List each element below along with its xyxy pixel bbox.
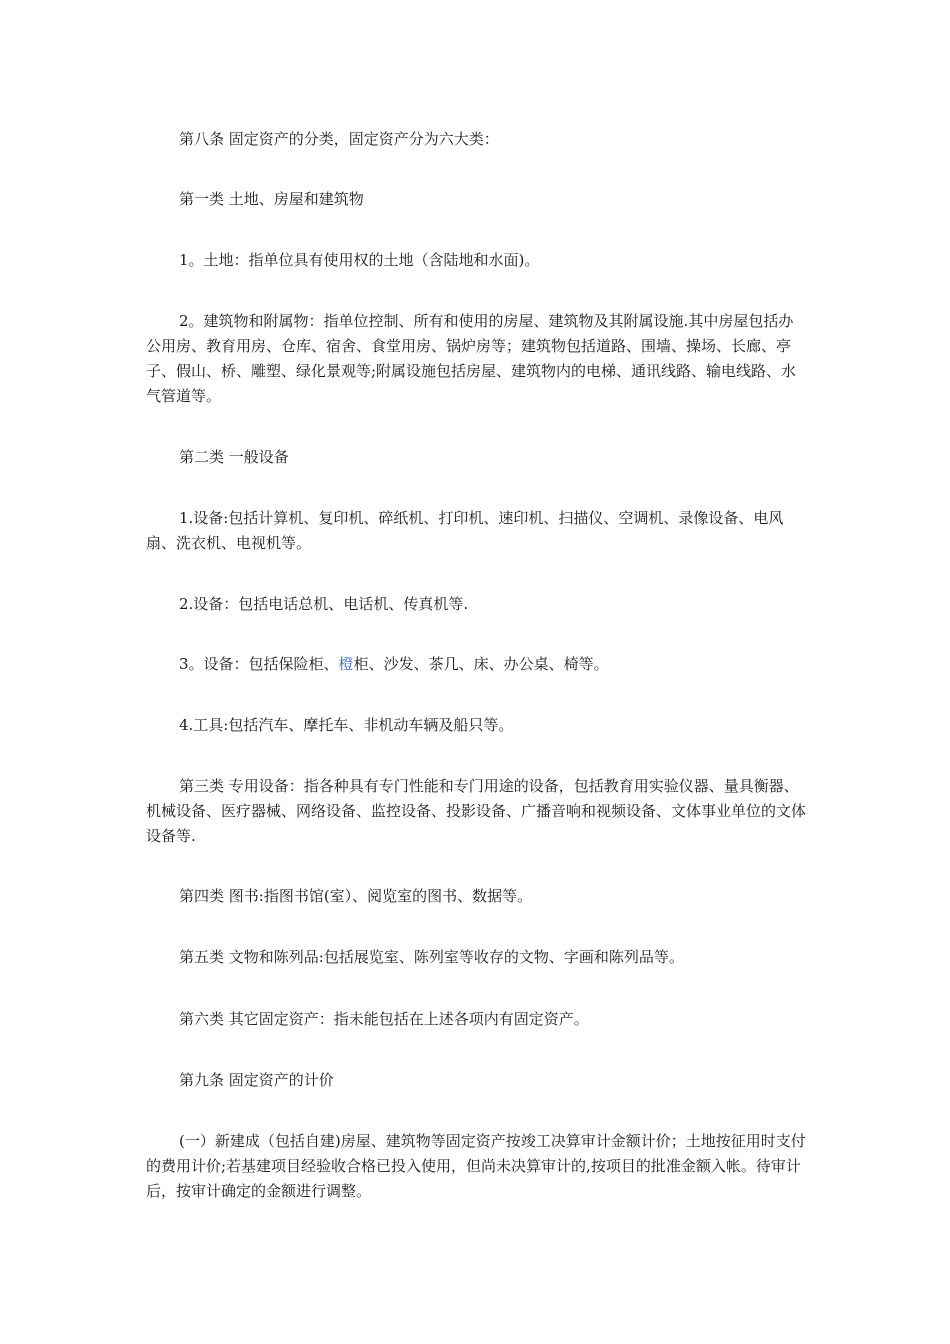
category-3-paragraph: 第三类 专用设备：指各种具有专门性能和专门用途的设备，包括教育用实验仪器、量具衡器、机械设备、医疗器械、网络设备、监控设备、投影设备、广播音响和视频设备、文体事业单位的文体设备等. — [146, 777, 807, 845]
item-equipment-1: 1.设备:包括计算机、复印机、碎纸机、打印机、速印机、扫描仪、空调机、录像设备、电风扇、洗衣机、电视机等。 — [146, 509, 784, 552]
item-equipment-3-before: 3。设备：包括保险柜、 — [179, 655, 339, 673]
category-6-paragraph: 第六类 其它固定资产：指未能包括在上述各项内有固定资产。 — [179, 1010, 589, 1028]
category-1-heading: 第一类 土地、房屋和建筑物 — [179, 190, 364, 208]
category-4-paragraph: 第四类 图书:指图书馆(室）、阅览室的图书、数据等。 — [179, 887, 533, 905]
item-land: 1。土地：指单位具有使用权的土地（含陆地和水面)。 — [179, 251, 540, 269]
item-equipment-3-after: 柜、沙发、茶几、床、办公桌、椅等。 — [353, 655, 609, 673]
valuation-item-1: (一）新建成（包括自建)房屋、建筑物等固定资产按竣工决算审计金额计价；土地按征用时支付的费用计价;若基建项目经验收合格已投入使用，但尚未决算审计的,按项目的批准金额入帐。待审计后，按审计确定的金额进行调整。 — [146, 1132, 806, 1200]
article-9-heading: 第九条 固定资产的计价 — [179, 1071, 334, 1089]
item-buildings: 2。建筑物和附属物：指单位控制、所有和使用的房屋、建筑物及其附属设施.其中房屋包括办公用房、教育用房、仓库、宿舍、食堂用房、锅炉房等；建筑物包括道路、围墙、操场、长廊、亭子、假山、桥、雕塑、绿化景观等;附属设施包括房屋、建筑物内的电梯、通讯线路、输电线路、水气管道等。 — [146, 312, 797, 405]
category-5-paragraph: 第五类 文物和陈列品:包括展览室、陈列室等收存的文物、字画和陈列品等。 — [179, 948, 684, 966]
item-equipment-3 — [146, 652, 808, 677]
category-2-heading: 第二类 一般设备 — [179, 448, 289, 466]
item-equipment-2: 2.设备：包括电话总机、电话机、传真机等. — [179, 595, 469, 613]
article-8-heading: 第八条 固定资产的分类，固定资产分为六大类： — [179, 130, 499, 148]
cabinet-link[interactable]: 橙 — [338, 655, 354, 673]
item-tools: 4.工具:包括汽车、摩托车、非机动车辆及船只等。 — [179, 716, 514, 734]
